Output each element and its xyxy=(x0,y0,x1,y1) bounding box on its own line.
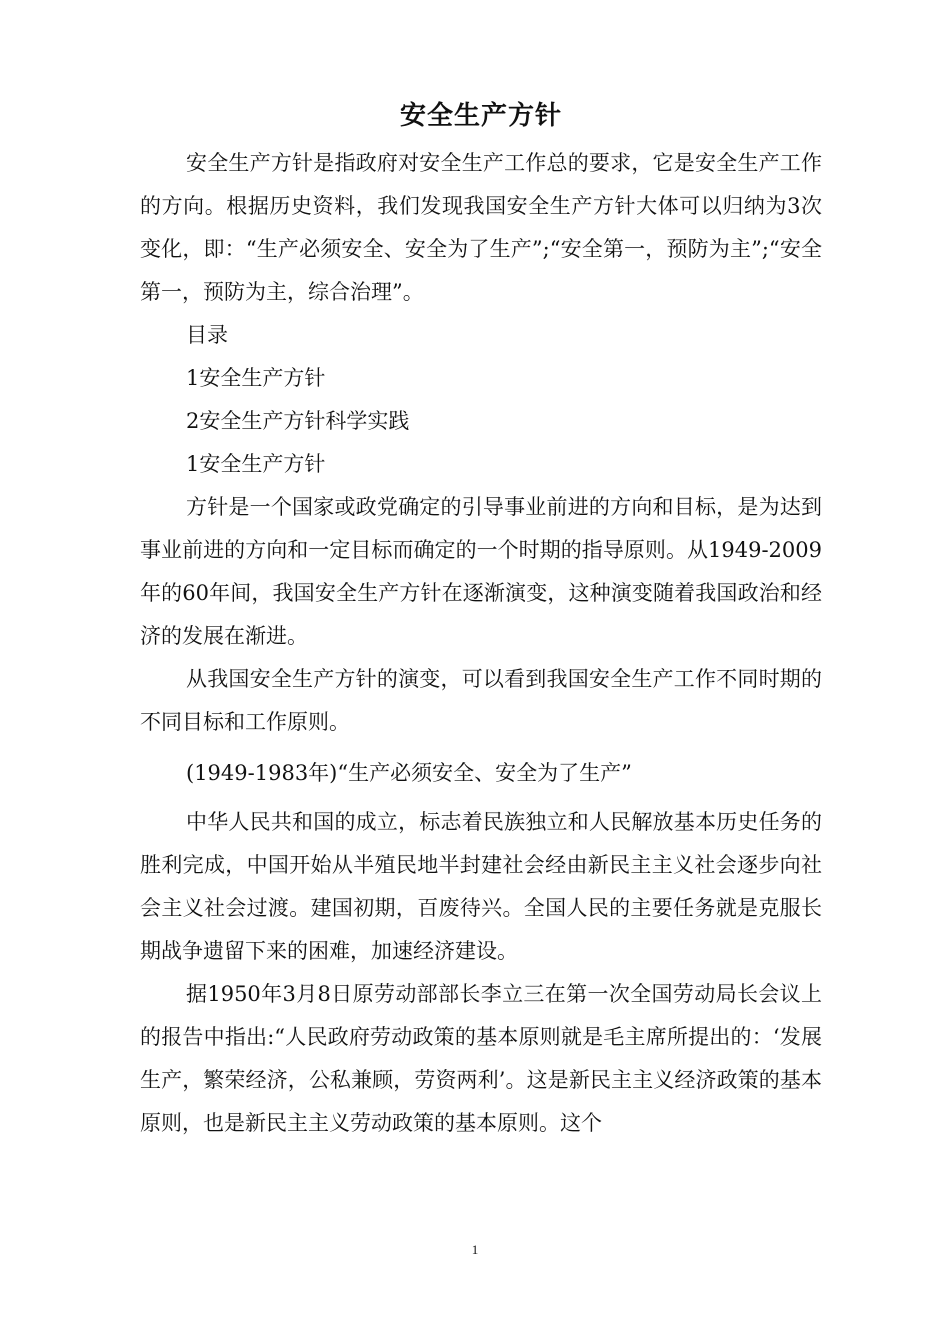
toc-heading: 目录 xyxy=(186,323,228,347)
intro-paragraph: 安全生产方针是指政府对安全生产工作总的要求，它是安全生产工作的方向。根据历史资料，我们发现我国安全生产方针大体可以归纳为3次变化，即：“生产必须安全、安全为了生产”;“安全第一，预防为主”;“安全第一，预防为主，综合治理”。 xyxy=(140,151,822,304)
document-title: 安全生产方针 xyxy=(399,101,562,131)
document-body xyxy=(140,96,822,1145)
body-paragraph: 据1950年3月8日原劳动部部长李立三在第一次全国劳动局长会议上的报告中指出:“人民政府劳动政策的基本原则就是毛主席所提出的：‘发展生产，繁荣经济，公私兼顾，劳资两利’。这是新民主主义经济政策的基本原则，也是新民主主义劳动政策的基本原则。这个 xyxy=(140,982,822,1135)
body-paragraph: 方针是一个国家或政党确定的引导事业前进的方向和目标，是为达到事业前进的方向和一定目标而确定的一个时期的指导原则。从1949-2009年的60年间，我国安全生产方针在逐渐演变，这种演变随着我国政治和经济的发展在渐进。 xyxy=(140,495,822,648)
toc-item-1: 1安全生产方针 xyxy=(186,366,326,390)
section-heading-1: 1安全生产方针 xyxy=(186,452,326,476)
body-paragraph: 从我国安全生产方针的演变，可以看到我国安全生产工作不同时期的不同目标和工作原则。 xyxy=(140,667,822,734)
page-number: 1 xyxy=(471,1242,479,1257)
period-heading: (1949-1983年)“生产必须安全、安全为了生产” xyxy=(186,761,632,785)
toc-item-2: 2安全生产方针科学实践 xyxy=(186,409,410,433)
body-paragraph: 中华人民共和国的成立，标志着民族独立和人民解放基本历史任务的胜利完成，中国开始从半殖民地半封建社会经由新民主主义社会逐步向社会主义社会过渡。建国初期，百废待兴。全国人民的主要任务就是克服长期战争遗留下来的困难，加速经济建设。 xyxy=(140,810,822,963)
